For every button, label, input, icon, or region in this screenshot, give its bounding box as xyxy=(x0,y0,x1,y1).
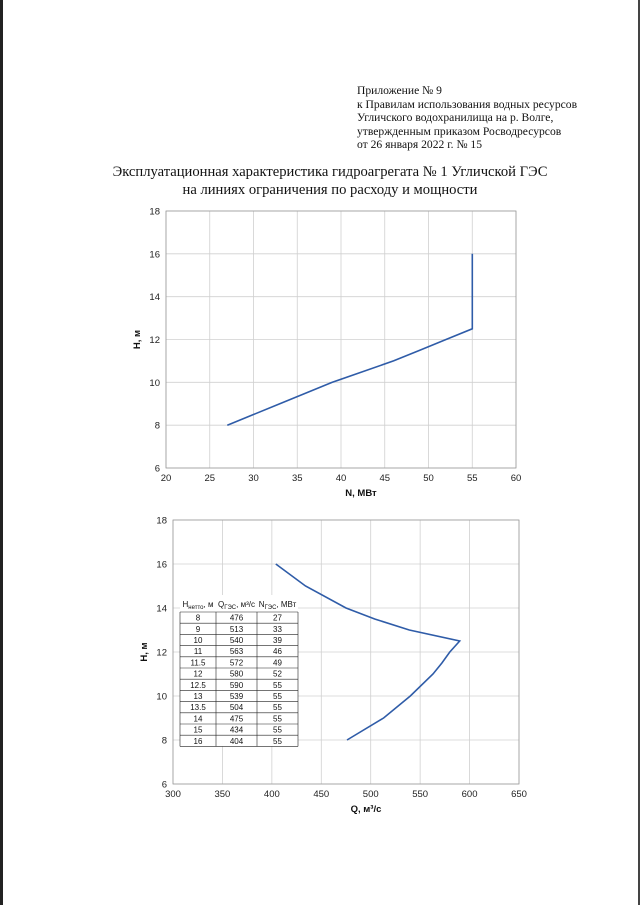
table-cell: 27 xyxy=(273,613,282,623)
x-tick-label: 20 xyxy=(160,473,172,484)
table-cell: 39 xyxy=(273,636,282,645)
x-tick-label: 55 xyxy=(466,473,478,484)
y-tick-label: 8 xyxy=(154,420,160,432)
y-tick-label: 14 xyxy=(149,292,160,304)
x-axis-label: N, МВт xyxy=(345,488,377,499)
table-cell: 16 xyxy=(193,736,203,746)
table-cell: 504 xyxy=(229,703,244,713)
y-tick-label: 14 xyxy=(156,603,167,615)
chart-flow-head xyxy=(0,510,640,820)
table-cell: 11 xyxy=(193,647,203,657)
title-line-2: на линиях ограничения по расходу и мощности xyxy=(182,182,478,198)
x-tick-label: 350 xyxy=(214,789,231,800)
table-cell: 9 xyxy=(195,624,201,634)
table-cell: 55 xyxy=(273,736,282,746)
table-cell: 11.5 xyxy=(190,658,206,668)
y-tick-label: 8 xyxy=(161,735,167,747)
x-tick-label: 550 xyxy=(412,789,429,800)
table-cell: 590 xyxy=(229,680,244,690)
table-cell: 13.5 xyxy=(190,703,206,713)
y-tick-label: 10 xyxy=(149,377,160,389)
table-header-h: $Н_{нетто}$, м xyxy=(182,600,214,611)
x-tick-label: 30 xyxy=(248,473,259,484)
y-tick-label: 18 xyxy=(156,515,167,527)
x-tick-label: 650 xyxy=(511,789,527,800)
title-line-1: Эксплуатационная характеристика гидроагрегата № 1 Угличской ГЭС xyxy=(112,164,548,180)
table-cell: 52 xyxy=(273,669,282,679)
table-cell: 55 xyxy=(273,725,282,735)
x-tick-label: 50 xyxy=(423,473,434,484)
table-cell: 580 xyxy=(229,669,244,679)
y-tick-label: 6 xyxy=(161,779,167,791)
x-tick-label: 500 xyxy=(362,789,379,800)
appendix-line: к Правилам использования водных ресурсов xyxy=(357,97,578,111)
table-cell: 8 xyxy=(195,613,201,623)
appendix-note xyxy=(357,84,577,152)
table-header-n: $N_{ГЭС}$, МВт xyxy=(258,600,297,611)
y-tick-label: 6 xyxy=(154,463,160,475)
table-cell: 513 xyxy=(229,624,244,634)
appendix-line: от 26 января 2022 г. № 15 xyxy=(357,138,483,152)
table-cell: 539 xyxy=(229,692,244,701)
table-cell: 55 xyxy=(273,680,282,690)
table-cell: 13 xyxy=(193,692,203,701)
table-cell: 46 xyxy=(273,647,282,657)
y-tick-label: 16 xyxy=(149,249,160,261)
table-cell: 15 xyxy=(193,725,203,735)
chart-power-head xyxy=(0,200,640,505)
y-axis-label: Н, м xyxy=(139,642,150,662)
x-axis-label: Q, м³/с xyxy=(350,804,382,815)
x-tick-label: 300 xyxy=(165,789,181,800)
table-cell: 55 xyxy=(273,703,282,713)
appendix-line: Приложение № 9 xyxy=(357,84,442,97)
x-tick-label: 35 xyxy=(291,473,303,484)
table-cell: 476 xyxy=(229,613,244,623)
table-cell: 475 xyxy=(229,714,244,724)
table-cell: 55 xyxy=(273,714,282,724)
x-tick-label: 450 xyxy=(313,789,330,800)
table-cell: 49 xyxy=(273,658,282,668)
x-tick-label: 40 xyxy=(335,473,347,484)
table-cell: 404 xyxy=(229,736,244,746)
appendix-line: утвержденным приказом Росводресурсов xyxy=(357,124,562,138)
table-cell: 12.5 xyxy=(190,680,206,690)
table-header-q: $Q_{ГЭС}$, м³/с xyxy=(218,600,255,611)
x-tick-label: 25 xyxy=(204,473,216,484)
x-tick-label: 600 xyxy=(461,789,478,800)
x-tick-label: 45 xyxy=(379,473,391,484)
y-tick-label: 10 xyxy=(156,691,167,703)
y-axis-label: Н, м xyxy=(132,329,143,350)
x-tick-label: 400 xyxy=(263,789,280,800)
table-cell: 540 xyxy=(229,636,244,645)
table-cell: 572 xyxy=(229,658,244,668)
y-tick-label: 16 xyxy=(156,559,167,571)
appendix-line: Угличского водохранилища на р. Волге, xyxy=(357,111,554,125)
table-cell: 14 xyxy=(193,714,203,724)
table-cell: 33 xyxy=(273,624,282,634)
x-tick-label: 60 xyxy=(510,473,522,484)
y-tick-label: 12 xyxy=(149,335,160,346)
table-cell: 563 xyxy=(229,647,244,657)
table-cell: 10 xyxy=(193,636,203,645)
y-tick-label: 12 xyxy=(156,647,167,659)
table-cell: 12 xyxy=(193,669,203,679)
document-title xyxy=(60,163,600,199)
table-cell: 434 xyxy=(229,725,244,735)
y-tick-label: 18 xyxy=(149,206,160,218)
table-cell: 55 xyxy=(273,692,282,701)
